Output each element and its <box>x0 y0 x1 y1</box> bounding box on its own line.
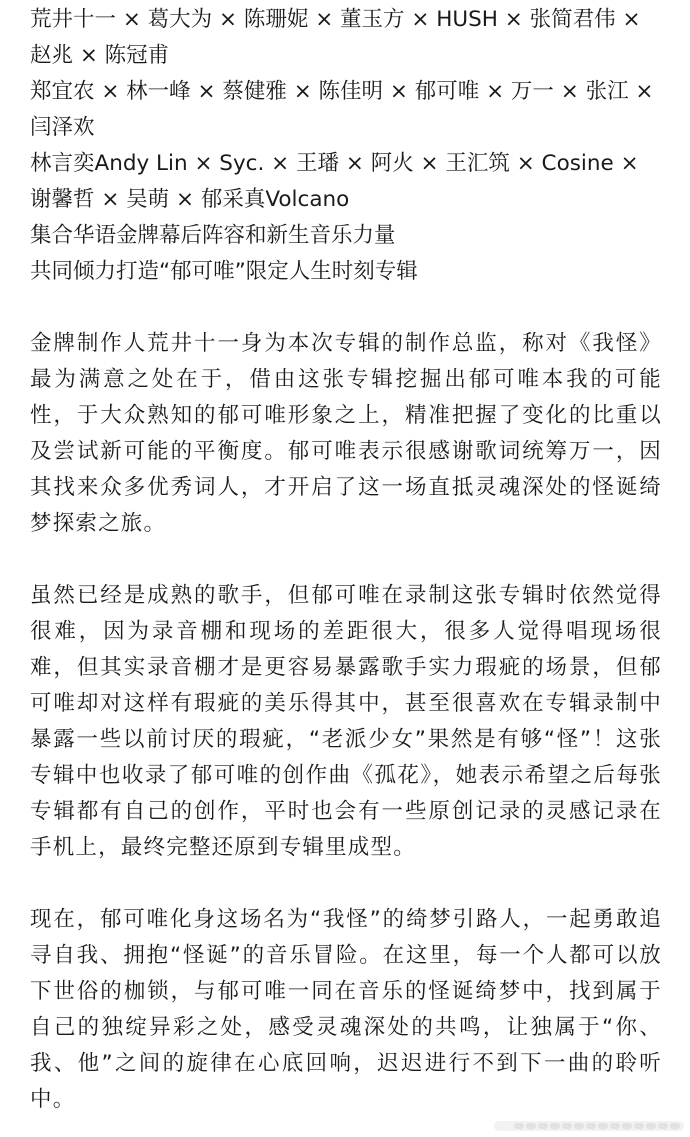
scroll-indicator[interactable] <box>494 1121 684 1131</box>
scroll-dot <box>562 1123 572 1129</box>
scroll-dot <box>526 1123 536 1129</box>
paragraph-gap <box>30 866 662 902</box>
credit-line-4: 集合华语金牌幕后阵容和新生音乐力量 <box>30 223 396 248</box>
paragraph-2: 虽然已经是成熟的歌手，但郁可唯在录制这张专辑时依然觉得很难，因为录音棚和现场的差距很大，很多人觉得唱现场很难，但其实录音棚才是更容易暴露歌手实力瑕疵的场景，但郁可唯却对这样有瑕疵的美乐得其中，甚至很喜欢在专辑录制中暴露一些以前讨厌的瑕疵，“老派少女”果然是有够“怪”！这张专辑中也收录了郁可唯的创作曲《孤花》，她表示希望之后每张专辑都有自己的创作，平时也会有一些原创记录的灵感记录在手机上，最终完整还原到专辑里成型。 <box>30 583 662 860</box>
credit-line-5: 共同倾力打造“郁可唯”限定人生时刻专辑 <box>30 259 418 284</box>
scroll-dot <box>622 1123 632 1129</box>
credit-line-3: 林言奕Andy Lin × Syc. × 王璠 × 阿火 × 王汇筑 × Cosine × 谢馨哲 × 吴萌 × 郁采真Volcano <box>30 151 639 212</box>
credits-block <box>30 0 662 290</box>
credit-line-2: 郑宜农 × 林一峰 × 蔡健雅 × 陈佳明 × 郁可唯 × 万一 × 张江 × 闫泽欢 <box>30 79 654 140</box>
scroll-dot <box>574 1123 584 1129</box>
paragraph-gap <box>30 290 662 326</box>
scroll-dot <box>538 1123 548 1129</box>
scroll-dot <box>598 1123 608 1129</box>
scroll-dot <box>670 1123 680 1129</box>
article <box>30 0 662 1118</box>
scroll-dot <box>610 1123 620 1129</box>
scroll-dot <box>550 1123 560 1129</box>
scroll-dot <box>634 1123 644 1129</box>
scroll-dot <box>646 1123 656 1129</box>
paragraph-gap <box>30 542 662 578</box>
scroll-dot <box>514 1123 524 1129</box>
paragraph-3: 现在，郁可唯化身这场名为“我怪”的绮梦引路人，一起勇敢追寻自我、拥抱“怪诞”的音乐冒险。在这里，每一个人都可以放下世俗的枷锁，与郁可唯一同在音乐的怪诞绮梦中，找到属于自己的独绽异彩之处，感受灵魂深处的共鸣，让独属于“你、我、他”之间的旋律在心底回响，迟迟进行不到下一曲的聆听中。 <box>30 907 662 1112</box>
scroll-dot <box>658 1123 668 1129</box>
scroll-dot <box>586 1123 596 1129</box>
paragraph-1: 金牌制作人荒井十一身为本次专辑的制作总监，称对《我怪》最为满意之处在于，借由这张专辑挖掘出郁可唯本我的可能性，于大众熟知的郁可唯形象之上，精准把握了变化的比重以及尝试新可能的平衡度。郁可唯表示很感谢歌词统筹万一，因其找来众多优秀词人，才开启了这一场直抵灵魂深处的怪诞绮梦探索之旅。 <box>30 331 662 536</box>
credit-line-1: 荒井十一 × 葛大为 × 陈珊妮 × 董玉方 × HUSH × 张简君伟 × 赵兆 × 陈冠甫 <box>30 7 641 68</box>
